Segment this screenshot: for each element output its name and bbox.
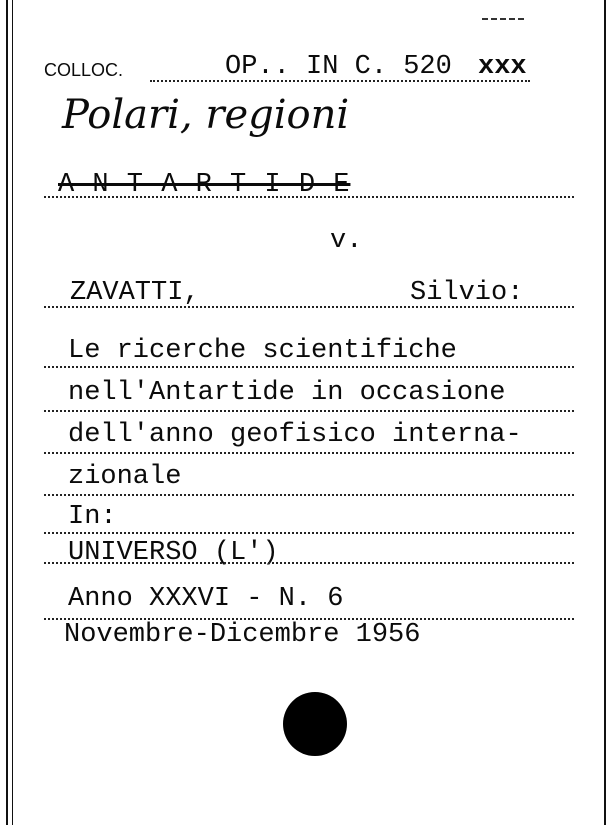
title-line-4: zionale (68, 462, 182, 492)
left-border-line-inner (12, 0, 13, 825)
colloc-value: OP.. IN C. 520 (225, 52, 452, 82)
author-given-name: Silvio: (410, 278, 524, 308)
right-border-line (604, 0, 606, 825)
title-rule-4 (44, 494, 574, 496)
in-rule (44, 532, 574, 534)
subject-struck: A N T A R T I D E (58, 170, 351, 200)
colloc-overstrike: xxx (478, 52, 527, 82)
colloc-rule (150, 80, 530, 82)
title-rule-1 (44, 366, 574, 368)
punch-hole (283, 692, 347, 756)
subject-rule (44, 196, 574, 198)
see-reference: v. (330, 226, 363, 256)
title-line-1: Le ricerche scientifiche (68, 336, 457, 366)
title-rule-3 (44, 452, 574, 454)
in-label: In: (68, 502, 117, 532)
left-border-line (6, 0, 8, 825)
title-line-3: dell'anno geofisico interna- (68, 420, 522, 450)
author-rule (44, 306, 574, 308)
colloc-label: COLLOC. (44, 60, 124, 80)
journal-rule (44, 562, 574, 564)
subject-handwritten: Polari, regioni (62, 92, 350, 138)
author-surname: ZAVATTI, (70, 278, 200, 308)
journal-title: UNIVERSO (L') (68, 538, 279, 568)
date-line: Novembre-Dicembre 1956 (64, 620, 421, 650)
corner-mark (482, 18, 524, 20)
title-rule-2 (44, 410, 574, 412)
issue-line: Anno XXXVI - N. 6 (68, 584, 344, 614)
title-line-2: nell'Antartide in occasione (68, 378, 506, 408)
